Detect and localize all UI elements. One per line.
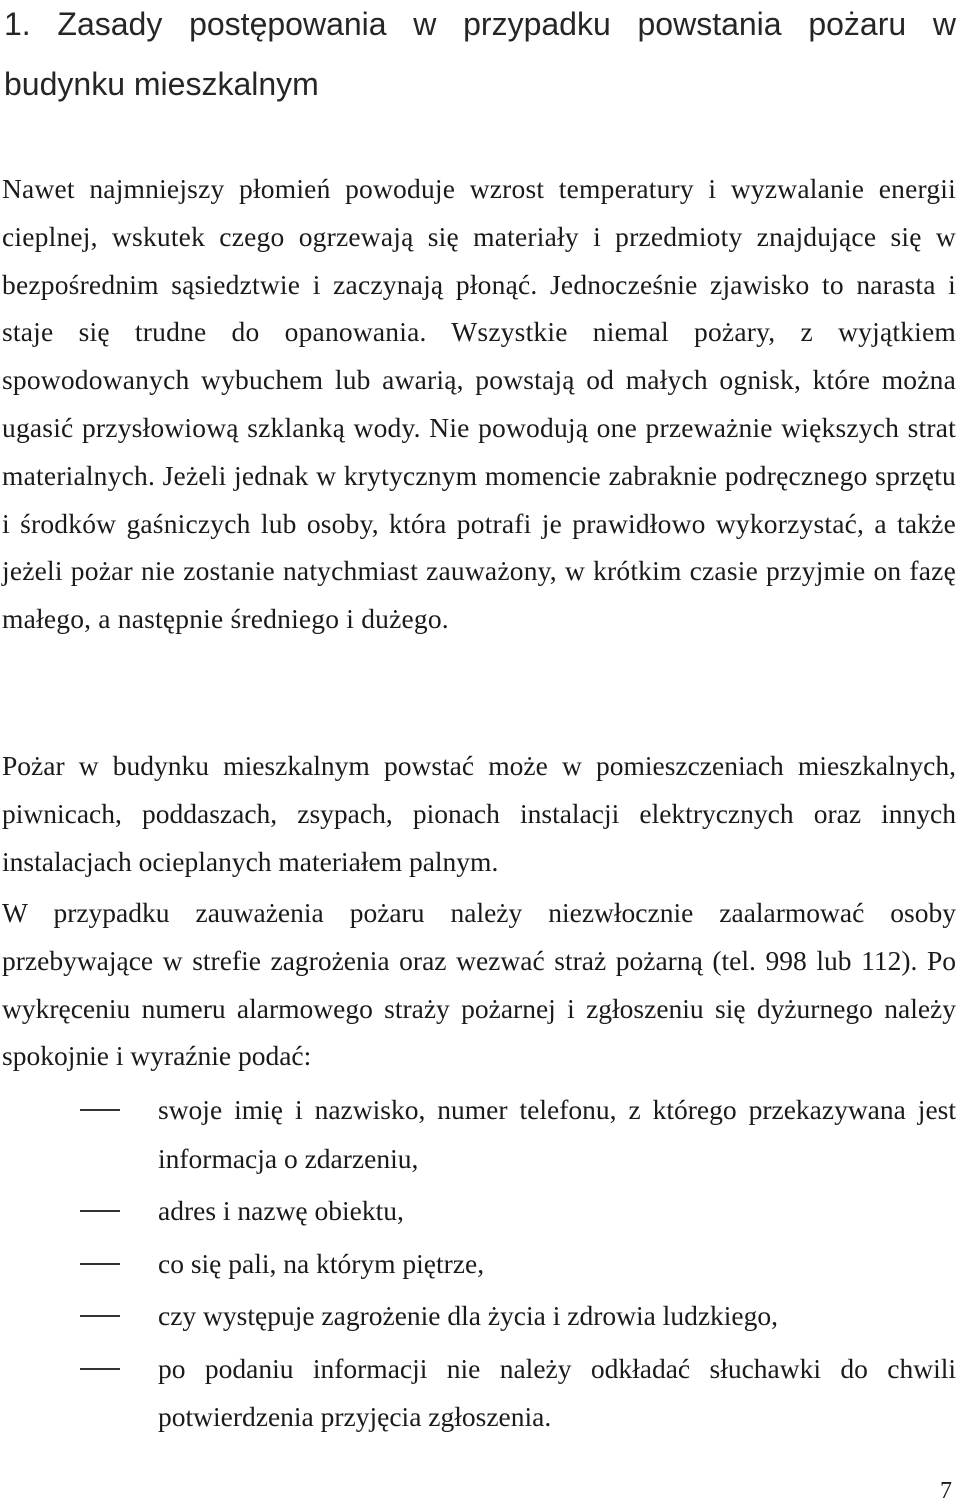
list-item — [0, 1345, 956, 1442]
dash-bullet-icon — [80, 1109, 120, 1111]
dash-bullet-icon — [80, 1210, 120, 1212]
list-item-text: po podaniu informacji nie należy odkładać słuchawki do chwili potwierdzenia przyjęcia zgłoszenia. — [158, 1352, 956, 1432]
paragraph-fire-locations: Pożar w budynku mieszkalnym powstać może w pomieszczeniach mieszkalnych, piwnicach, poddaszach, zsypach, pionach instalacji elektrycznych oraz innych instalacjach ocieplanych materiałem palnym. — [2, 750, 956, 877]
list-item-text: swoje imię i nazwisko, numer telefonu, z którego przekazywana jest informacja o zdarzeniu, — [158, 1094, 956, 1174]
report-info-list — [0, 1086, 956, 1446]
list-item-text: adres i nazwę obiektu, — [158, 1195, 404, 1226]
list-item — [0, 1240, 956, 1289]
paragraph-alarm-procedure: W przypadku zauważenia pożaru należy niezwłocznie zaalarmować osoby przebywające w strefie zagrożenia oraz wezwać straż pożarną (tel. 998 lub 112). Po wykręceniu numeru alarmowego straży pożarnej i zgłoszeniu się dyżurnego należy spokojnie i wyraźnie podać: — [2, 897, 956, 1072]
dash-bullet-icon — [80, 1315, 120, 1317]
list-item — [0, 1187, 956, 1236]
list-item — [0, 1086, 956, 1183]
list-item — [0, 1292, 956, 1341]
paragraph-fire-development: Nawet najmniejszy płomień powoduje wzrost temperatury i wyzwalanie energii cieplnej, wskutek czego ogrzewają się materiały i przedmioty znajdujące się w bezpośrednim sąsiedztwie i zaczynają płonąć. Jednocześnie zjawisko to narasta i staje się trudne do opanowania. Wszystkie niemal pożary, z wyjątkiem spowodowanych wybuchem lub awarią, powstają od małych ognisk, które można ugasić przysłowiową szklanką wody. Nie powodują one przeważnie większych strat materialnych. Jeżeli jednak w krytycznym momencie zabraknie podręcznego sprzętu i środków gaśniczych lub osoby, która potrafi je prawidłowo wykorzystać, a także jeżeli pożar nie zostanie natychmiast zauważony, w krótkim czasie przyjmie on fazę małego, a następnie średniego i dużego. — [2, 173, 956, 635]
list-item-text: czy występuje zagrożenie dla życia i zdrowia ludzkiego, — [158, 1300, 778, 1331]
page-number: 7 — [940, 1478, 952, 1504]
section-heading: 1. Zasady postępowania w przypadku powstania pożaru w budynku mieszkalnym — [4, 6, 956, 102]
dash-bullet-icon — [80, 1263, 120, 1265]
list-item-text: co się pali, na którym piętrze, — [158, 1247, 485, 1279]
dash-bullet-icon — [80, 1368, 120, 1370]
